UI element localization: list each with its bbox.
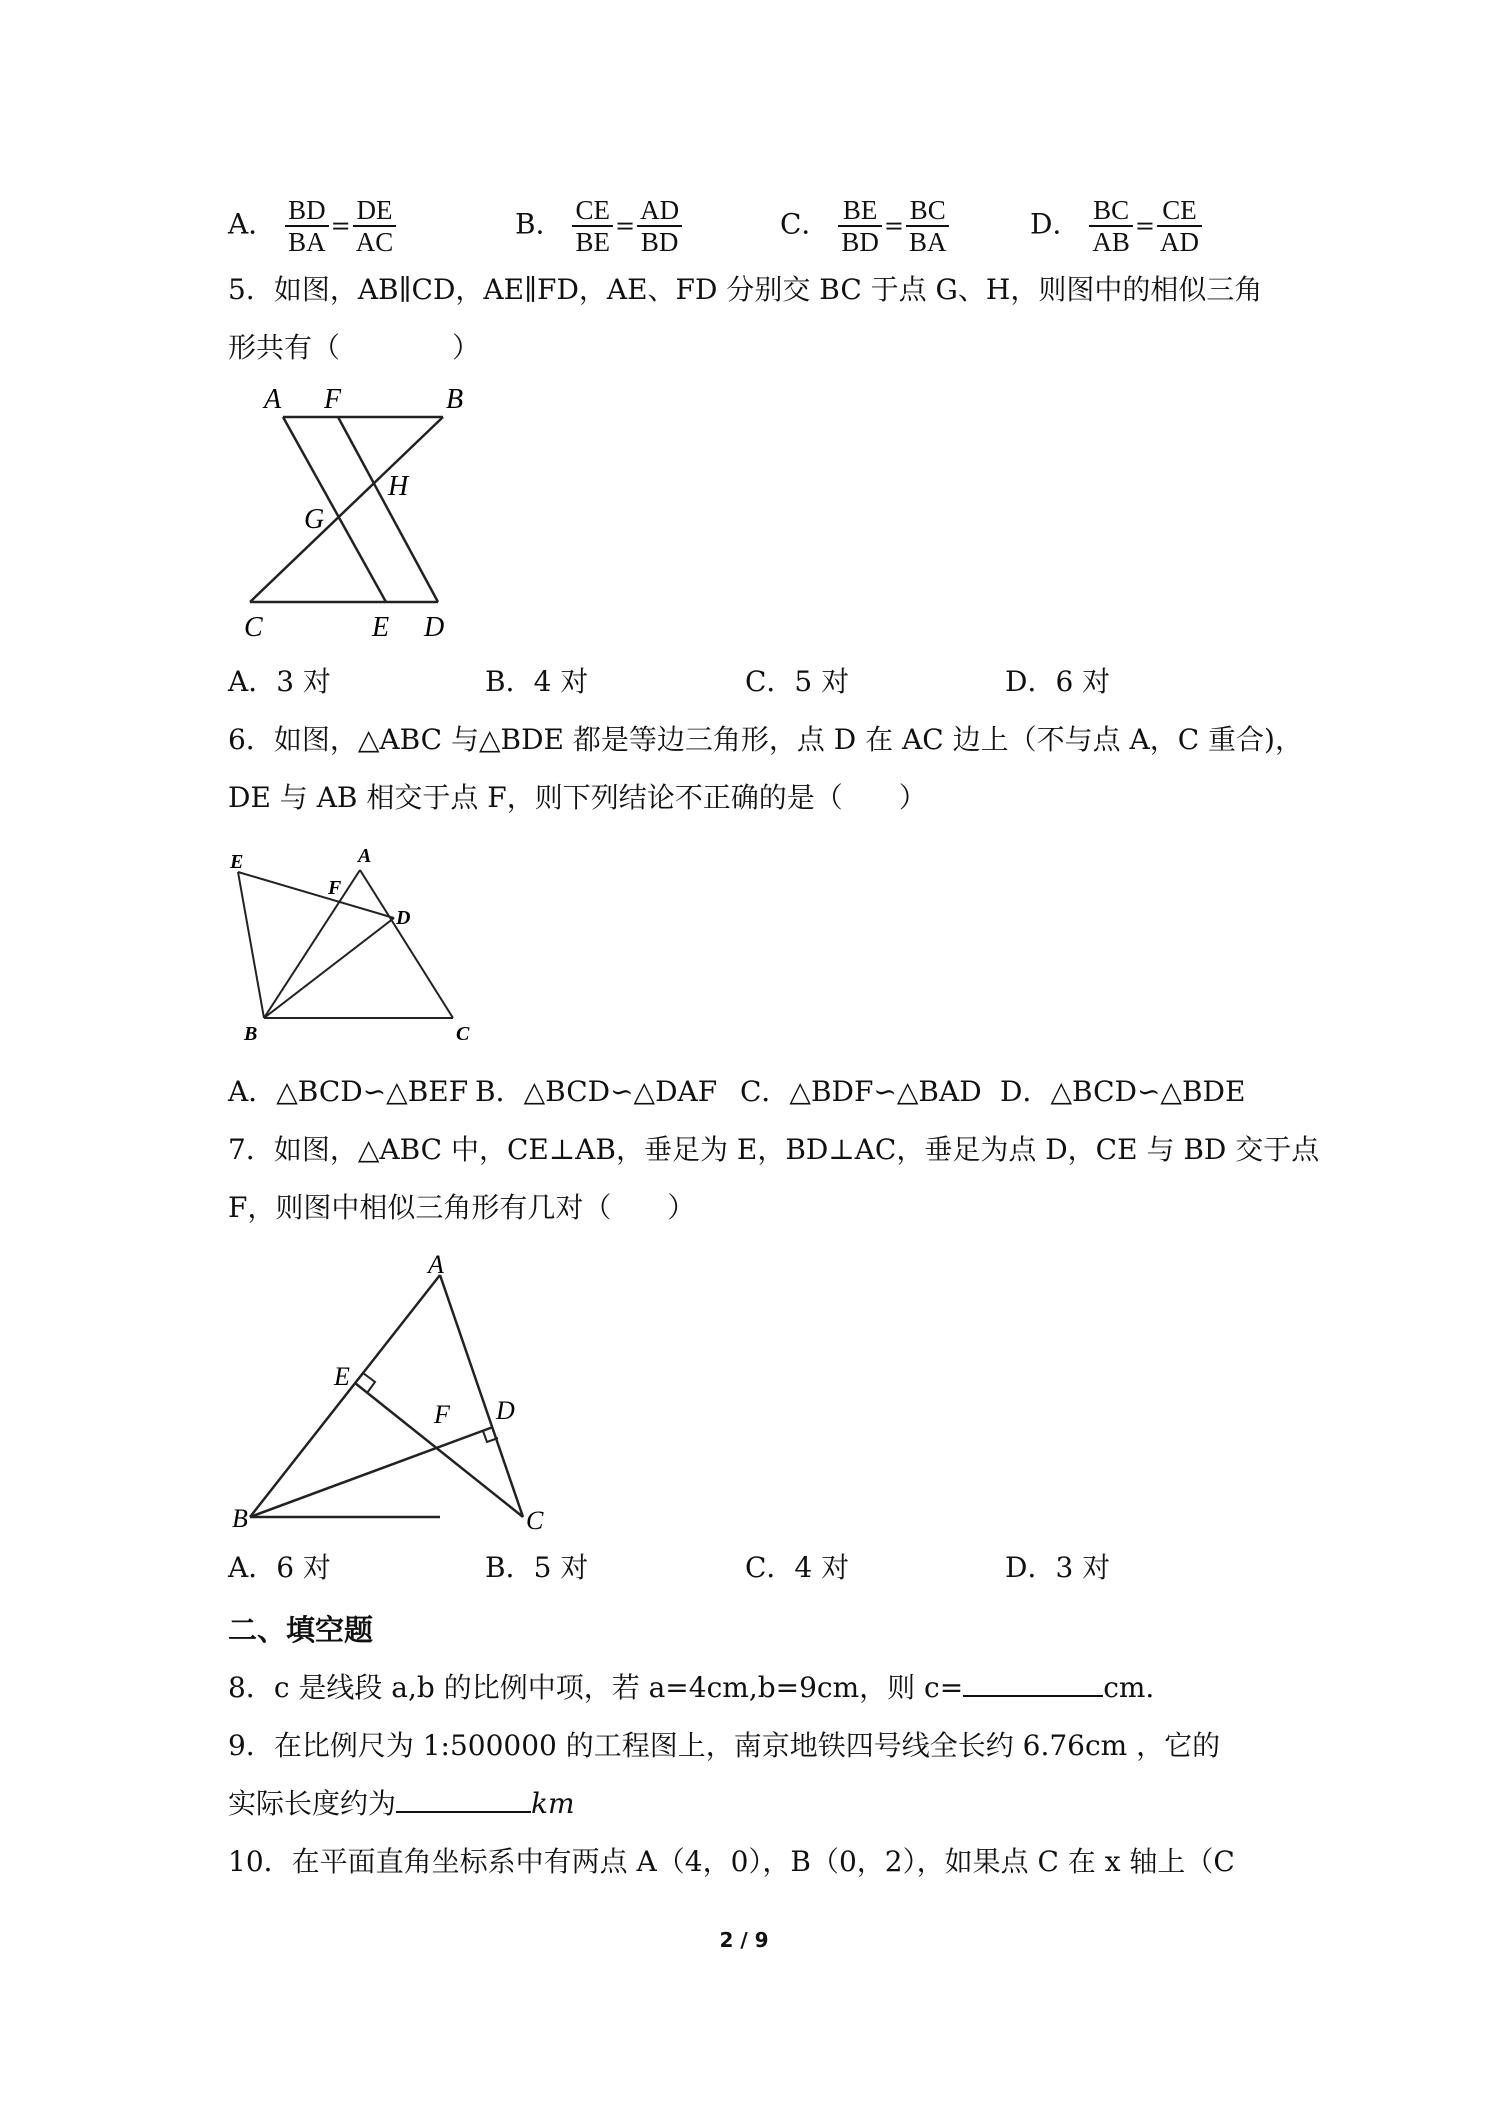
q5-text-line2: 形共有（ ） bbox=[228, 331, 481, 364]
q5-label-d: D bbox=[424, 612, 445, 643]
q5-option-b: B．4 对 bbox=[485, 665, 589, 698]
q8-text: 8．c 是线段 a,b 的比例中项，若 a=4cm,b=9cm，则 c= cm. bbox=[228, 1671, 1155, 1704]
q5-label-e: E bbox=[372, 612, 390, 643]
q6-option-b: B．△BCD∽△DAF bbox=[475, 1075, 718, 1108]
q5-option-d: D．6 对 bbox=[1005, 665, 1111, 698]
q4-option-d: D． $\frac{BC}{AB}$ = $\frac{CE}{AD}$ bbox=[1030, 195, 1202, 257]
q10-text-line1: 10．在平面直角坐标系中有两点 A（4，0），B（0，2），如果点 C 在 x 轴上（C bbox=[228, 1845, 1235, 1878]
q5-label-a: A bbox=[264, 384, 282, 415]
q5-label-g: G bbox=[304, 504, 325, 535]
section-fill-in-blank-heading: 二、填空题 bbox=[228, 1613, 374, 1647]
q6-option-a: A．△BCD∽△BEF bbox=[228, 1075, 469, 1108]
q7-label-c: C bbox=[526, 1506, 544, 1535]
q6-figure bbox=[228, 840, 488, 1050]
q6-label-b: B bbox=[244, 1023, 258, 1045]
q5-label-h: H bbox=[388, 471, 409, 502]
q7-option-c: C．4 对 bbox=[745, 1551, 850, 1584]
q6-label-e: E bbox=[230, 851, 244, 873]
q5-figure bbox=[228, 380, 488, 650]
q7-label-b: B bbox=[232, 1504, 248, 1533]
q9-blank bbox=[396, 1785, 531, 1813]
q8-blank bbox=[963, 1669, 1103, 1697]
q5-label-f: F bbox=[324, 384, 342, 415]
q5-option-a: A．3 对 bbox=[228, 665, 331, 698]
q5-label-c: C bbox=[244, 612, 263, 643]
q7-text-line1: 7．如图，△ABC 中，CE⊥AB，垂足为 E，BD⊥AC，垂足为点 D，CE 与 BD 交于点 bbox=[228, 1133, 1320, 1166]
q5-text-line1: 5．如图，AB∥CD，AE∥FD，AE、FD 分别交 BC 于点 G、H，则图中的相似三角 bbox=[228, 273, 1263, 306]
q6-text-line2: DE 与 AB 相交于点 F，则下列结论不正确的是（ ） bbox=[228, 781, 927, 814]
q6-label-f: F bbox=[328, 877, 342, 899]
q7-label-f: F bbox=[434, 1400, 450, 1429]
q6-text-line1: 6．如图，△ABC 与△BDE 都是等边三角形，点 D 在 AC 边上（不与点 A，C 重合)， bbox=[228, 723, 1303, 756]
q4-option-b: B． $\frac{CE}{BE}$ = $\frac{AD}{BD}$ bbox=[515, 195, 682, 257]
q7-text-line2: F，则图中相似三角形有几对（ ） bbox=[228, 1191, 696, 1224]
q6-option-d: D．△BCD∽△BDE bbox=[1000, 1075, 1246, 1108]
q7-figure bbox=[228, 1255, 568, 1535]
q6-label-d: D bbox=[396, 907, 411, 929]
q4-option-c: C． $\frac{BE}{BD}$ = $\frac{BC}{BA}$ bbox=[780, 195, 949, 257]
q6-label-a: A bbox=[358, 845, 372, 867]
q9-text-line2: 实际长度约为 km bbox=[228, 1787, 575, 1820]
q5-label-b: B bbox=[446, 384, 464, 415]
q5-option-c: C．5 对 bbox=[745, 665, 850, 698]
q6-label-c: C bbox=[456, 1023, 470, 1045]
q9-text-line1: 9．在比例尺为 1:500000 的工程图上，南京地铁四号线全长约 6.76cm ，它的 bbox=[228, 1729, 1221, 1762]
q4-option-a: A． $\frac{BD}{BA}$ = $\frac{DE}{AC}$ bbox=[228, 195, 396, 257]
q7-label-e: E bbox=[334, 1362, 350, 1391]
page-number: 2 / 9 bbox=[719, 1928, 769, 1952]
q6-option-c: C．△BDF∽△BAD bbox=[740, 1075, 982, 1108]
q7-label-d: D bbox=[496, 1396, 515, 1425]
q7-option-d: D．3 对 bbox=[1005, 1551, 1111, 1584]
q7-option-a: A．6 对 bbox=[228, 1551, 331, 1584]
q7-label-a: A bbox=[428, 1255, 444, 1279]
q7-option-b: B．5 对 bbox=[485, 1551, 589, 1584]
